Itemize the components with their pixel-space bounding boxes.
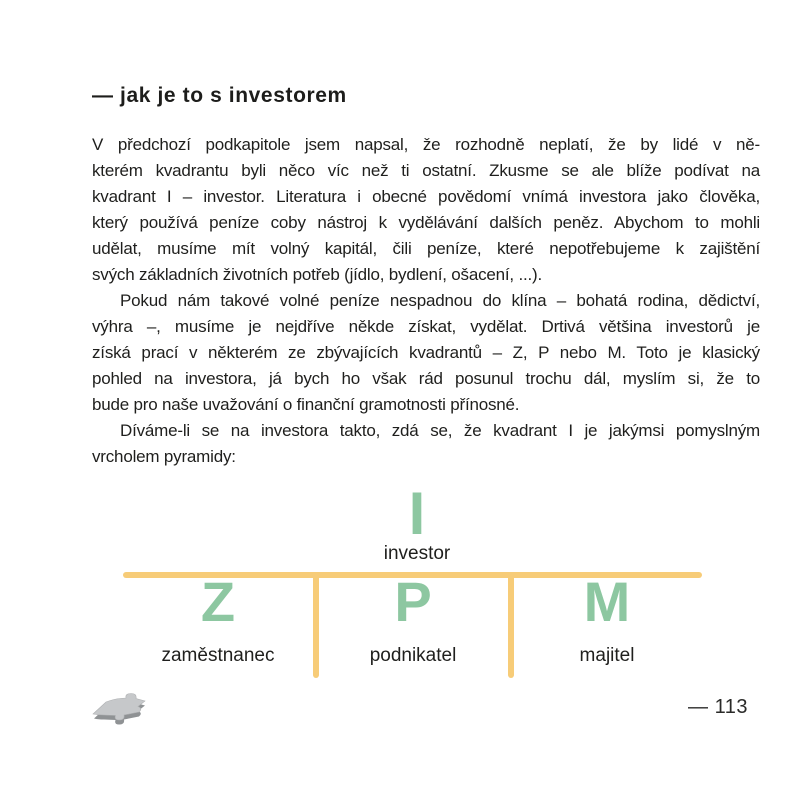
text-line: získá prací v některém ze zbývajících kvadrantů – Z, P nebo M. Toto je klasický [92,343,760,362]
text-line: kvadrant I – investor. Literatura i obecné povědomí vnímá investora jako člověka, [92,187,760,206]
text-line: bude pro naše uvažování o finanční gramotnosti přínosné. [92,395,520,414]
text-line: vrcholem pyramidy: [92,447,236,466]
body-text [92,132,760,470]
page-number: — 113 [688,696,748,718]
vertical-divider-line [313,575,319,678]
quadrant-label-zamestnanec: zaměstnanec [161,645,275,666]
text-line: Pokud nám takové volné peníze nespadnou do klína – bohatá rodina, dědictví, [120,291,760,310]
quadrant-letter-majitel: M [583,570,631,633]
quadrant-letter-podnikatel: P [394,570,432,633]
text-line: který používá peníze coby nástroj k vydělávání dalších peněz. Abychom to mohli [92,213,760,232]
text-line: V předchozí podkapitole jsem napsal, že rozhodně neplatí, že by lidé v ně- [92,135,760,154]
section-heading: — jak je to s investorem [92,84,347,107]
text-line: udělat, musíme mít volný kapitál, čili peníze, které nepotřebujeme k zajištění [92,239,760,258]
quadrant-label-podnikatel: podnikatel [369,645,457,666]
quadrant-letter-zamestnanec: Z [200,570,236,633]
text-line: Díváme-li se na investora takto, zdá se, že kvadrant I je jakýmsi pomyslným [120,421,760,440]
quadrant-label-investor: investor [383,543,451,564]
quadrant-letter-investor: I [408,480,426,547]
vertical-divider-line [508,575,514,678]
text-line: kterém kvadrantu byli něco víc než ti ostatní. Zkusme se ale blíže podívat na [92,161,760,180]
pyramid-diagram [0,470,800,695]
text-line: výhra –, musíme je nejdříve někde získat, vydělat. Drtivá většina investorů je [92,317,760,336]
puzzle-piece-icon [90,692,152,732]
text-line: pohled na investora, já bych ho však rád posunul trochu dál, myslím si, že to [92,369,760,388]
quadrant-label-majitel: majitel [579,645,635,666]
text-line: svých základních životních potřeb (jídlo, bydlení, ošacení, ...). [92,265,543,284]
